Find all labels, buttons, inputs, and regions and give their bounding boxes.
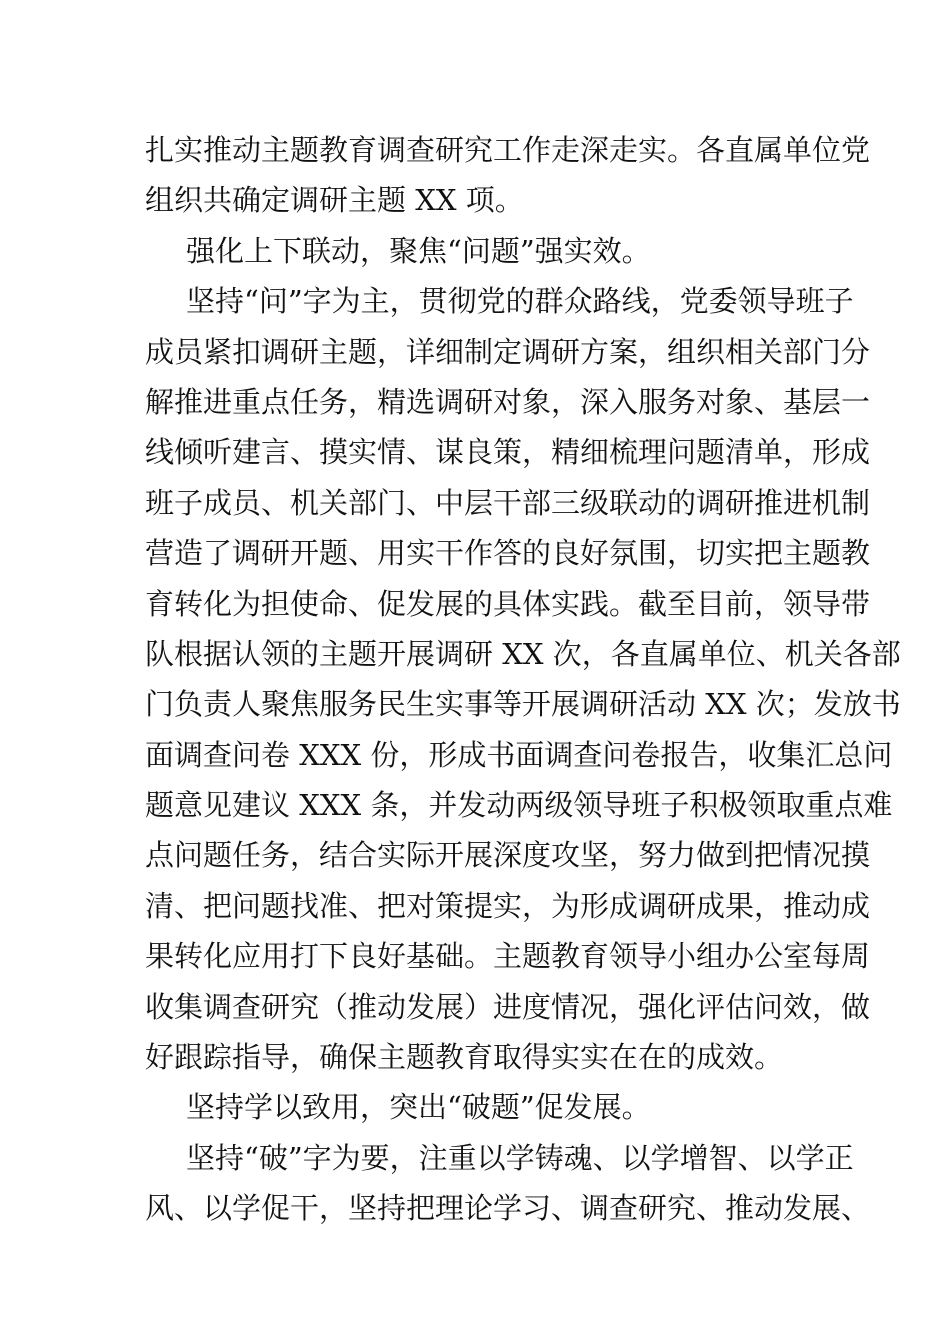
text-line: 点问题任务，结合实际开展深度攻坚，努力做到把情况摸 xyxy=(145,838,871,873)
body-text xyxy=(145,125,901,1234)
text-line: 面调查问卷 XXX 份，形成书面调查问卷报告，收集汇总问 xyxy=(145,737,893,772)
text-line: 线倾听建言、摸实情、谋良策，精细梳理问题清单，形成 xyxy=(145,435,871,470)
text-line: 坚持“破”字为要，注重以学铸魂、以学增智、以学正 xyxy=(186,1140,854,1175)
text-line: 组织共确定调研主题 XX 项。 xyxy=(145,183,524,218)
text-line: 好跟踪指导，确保主题教育取得实实在在的成效。 xyxy=(145,1040,784,1075)
text-line: 成员紧扣调研主题，详细制定调研方案，组织相关部门分 xyxy=(145,334,871,369)
text-line: 育转化为担使命、促发展的具体实践。截至目前，领导带 xyxy=(145,586,871,621)
text-line: 果转化应用打下良好基础。主题教育领导小组办公室每周 xyxy=(145,939,871,974)
text-line: 营造了调研开题、用实干作答的良好氛围，切实把主题教 xyxy=(145,536,871,571)
text-line: 队根据认领的主题开展调研 XX 次，各直属单位、机关各部 xyxy=(145,636,901,671)
text-line: 题意见建议 XXX 条，并发动两级领导班子积极领取重点难 xyxy=(145,788,893,823)
text-line: 坚持“问”字为主，贯彻党的群众路线，党委领导班子 xyxy=(186,284,854,319)
text-line: 班子成员、机关部门、中层干部三级联动的调研推进机制 xyxy=(145,485,871,520)
section-heading: 坚持学以致用，突出“破题”促发展。 xyxy=(186,1090,651,1125)
text-line: 收集调查研究（推动发展）进度情况，强化评估问效，做 xyxy=(145,989,871,1024)
section-heading: 强化上下联动，聚焦“问题”强实效。 xyxy=(186,233,651,268)
text-line: 扎实推动主题教育调查研究工作走深走实。各直属单位党 xyxy=(145,133,871,167)
text-line: 风、以学促干，坚持把理论学习、调查研究、推动发展、 xyxy=(145,1191,871,1226)
text-line: 清、把问题找准、把对策提实，为形成调研成果，推动成 xyxy=(145,888,871,923)
text-line: 解推进重点任务，精选调研对象，深入服务对象、基层一 xyxy=(145,384,871,419)
text-line: 门负责人聚焦服务民生实事等开展调研活动 XX 次；发放书 xyxy=(145,687,901,722)
